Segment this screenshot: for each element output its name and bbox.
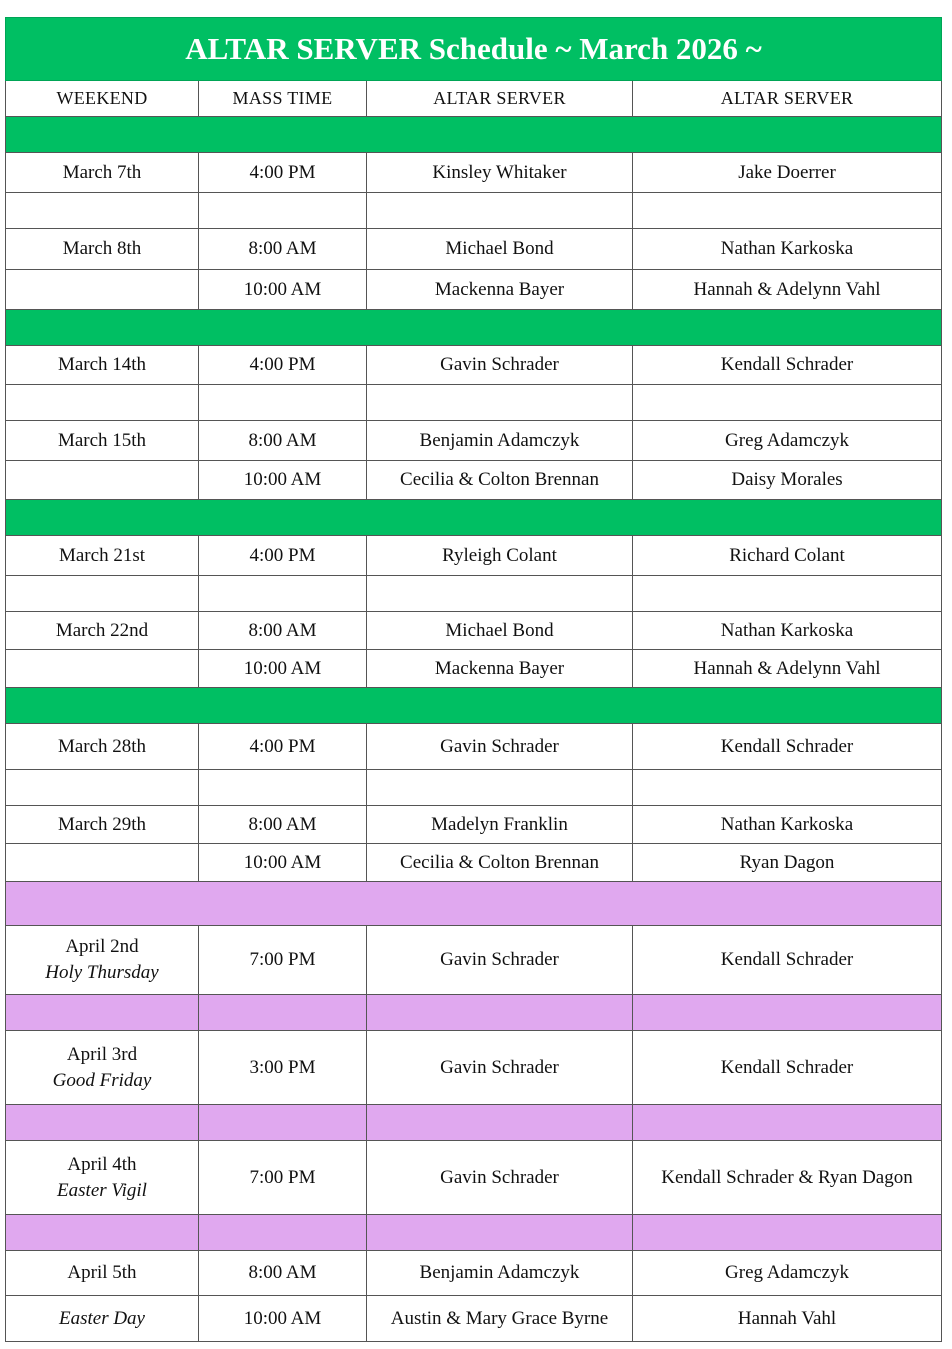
mass-time-cell: 3:00 PM [199,1031,367,1105]
mass-time-cell: 8:00 AM [199,612,367,650]
mass-time-cell: 8:00 AM [199,421,367,461]
altar-server-2-cell: Hannah & Adelynn Vahl [633,650,942,688]
separator-cell [6,310,942,346]
blank-cell [367,193,633,229]
weekend-cell [6,270,199,310]
blank-cell [6,385,199,421]
altar-server-2-cell: Nathan Karkoska [633,229,942,270]
separator-cell [367,995,633,1031]
mass-time-cell: 10:00 AM [199,270,367,310]
altar-server-2-cell: Hannah Vahl [633,1296,942,1342]
separator-cell [633,1215,942,1251]
mass-time-cell: 8:00 AM [199,1251,367,1296]
schedule-body [6,117,942,1342]
blank-cell [367,385,633,421]
weekend-date: March 8th [62,238,142,259]
schedule-row [6,806,942,844]
separator-cell [633,995,942,1031]
mass-time-cell: 10:00 AM [199,1296,367,1342]
altar-server-1-cell: Madelyn Franklin [367,806,633,844]
schedule-row [6,1251,942,1296]
weekend-cell [6,153,199,193]
weekend-cell [6,806,199,844]
mass-time-cell: 7:00 PM [199,1141,367,1215]
liturgical-day-label: Good Friday [52,1069,152,1091]
altar-server-1-cell: Gavin Schrader [367,724,633,770]
altar-server-2-cell: Greg Adamczyk [633,421,942,461]
separator-cell [199,995,367,1031]
separator-cell [199,1105,367,1141]
altar-server-1-cell: Michael Bond [367,612,633,650]
title-row [6,18,942,81]
schedule-row [6,724,942,770]
header-altar-server-1: ALTAR SERVER [367,81,633,117]
altar-server-2-cell: Hannah & Adelynn Vahl [633,270,942,310]
mass-time-cell: 4:00 PM [199,724,367,770]
blank-row [6,576,942,612]
separator-cell [6,688,942,724]
schedule-row [6,844,942,882]
blank-cell [199,770,367,806]
schedule-title: ALTAR SERVER Schedule ~ March 2026 ~ [6,18,942,81]
header-mass-time: MASS TIME [199,81,367,117]
blank-cell [199,193,367,229]
altar-server-2-cell: Nathan Karkoska [633,806,942,844]
blank-cell [633,770,942,806]
separator-cell [6,117,942,153]
blank-row [6,385,942,421]
altar-server-2-cell: Kendall Schrader [633,724,942,770]
separator-cell [6,1105,199,1141]
weekend-cell [6,1141,199,1215]
weekend-cell [6,612,199,650]
weekend-cell [6,1251,199,1296]
separator-cell [367,1215,633,1251]
weekend-date: April 5th [67,1262,137,1283]
liturgical-day-label: Holy Thursday [45,962,159,983]
blank-cell [199,576,367,612]
altar-server-1-cell: Mackenna Bayer [367,650,633,688]
schedule-row [6,346,942,385]
altar-server-2-cell: Kendall Schrader [633,1031,942,1105]
schedule-row [6,1031,942,1105]
weekend-cell [6,926,199,995]
weekend-cell [6,346,199,385]
weekend-cell [6,1296,199,1342]
blank-cell [633,385,942,421]
separator-row-pink [6,1105,942,1141]
schedule-row [6,536,942,576]
weekend-cell [6,844,199,882]
separator-row-green [6,117,942,153]
altar-server-1-cell: Gavin Schrader [367,346,633,385]
schedule-row [6,650,942,688]
weekend-date: April 3rd [66,1043,138,1065]
mass-time-cell: 8:00 AM [199,806,367,844]
header-row [6,81,942,117]
separator-cell [367,1105,633,1141]
altar-server-1-cell: Gavin Schrader [367,926,633,995]
altar-server-2-cell: Kendall Schrader [633,346,942,385]
altar-server-2-cell: Greg Adamczyk [633,1251,942,1296]
weekend-date: March 7th [62,161,142,183]
blank-cell [367,770,633,806]
separator-row-green [6,500,942,536]
schedule-row [6,1296,942,1342]
altar-server-1-cell: Cecilia & Colton Brennan [367,844,633,882]
separator-row-pink [6,995,942,1031]
separator-row-pink [6,882,942,926]
weekend-cell [6,650,199,688]
schedule-row [6,612,942,650]
weekend-date: March 22nd [55,619,149,641]
altar-server-1-cell: Austin & Mary Grace Byrne [367,1296,633,1342]
mass-time-cell: 10:00 AM [199,650,367,688]
weekend-date: March 15th [57,429,147,451]
schedule-row [6,1141,942,1215]
altar-server-1-cell: Ryleigh Colant [367,536,633,576]
schedule-row [6,461,942,500]
mass-time-cell: 7:00 PM [199,926,367,995]
altar-server-1-cell: Benjamin Adamczyk [367,1251,633,1296]
separator-row-green [6,688,942,724]
altar-server-1-cell: Cecilia & Colton Brennan [367,461,633,500]
altar-server-2-cell: Nathan Karkoska [633,612,942,650]
liturgical-day-label: Easter Vigil [57,1179,147,1201]
mass-time-cell: 4:00 PM [199,346,367,385]
blank-cell [6,193,199,229]
blank-cell [633,576,942,612]
blank-cell [6,770,199,806]
altar-server-1-cell: Michael Bond [367,229,633,270]
altar-server-1-cell: Gavin Schrader [367,1141,633,1215]
altar-server-2-cell: Kendall Schrader & Ryan Dagon [633,1141,942,1215]
weekend-date: March 28th [57,735,147,757]
weekend-cell [6,421,199,461]
weekend-cell [6,1031,199,1105]
separator-row-pink [6,1215,942,1251]
weekend-cell [6,724,199,770]
header-weekend: WEEKEND [6,81,199,117]
separator-cell [6,500,942,536]
altar-server-schedule-table [5,17,942,1342]
separator-cell [6,1215,199,1251]
weekend-cell [6,229,199,270]
separator-cell [633,1105,942,1141]
mass-time-cell: 4:00 PM [199,536,367,576]
schedule-row [6,153,942,193]
weekend-date: March 29th [57,813,147,835]
weekend-date: March 14th [57,354,147,375]
separator-cell [6,882,942,926]
schedule-row [6,421,942,461]
header-altar-server-2: ALTAR SERVER [633,81,942,117]
weekend-cell [6,461,199,500]
altar-server-2-cell: Jake Doerrer [633,153,942,193]
altar-server-2-cell: Daisy Morales [633,461,942,500]
separator-row-green [6,310,942,346]
schedule-row [6,270,942,310]
weekend-cell [6,536,199,576]
altar-server-2-cell: Ryan Dagon [633,844,942,882]
schedule-row [6,229,942,270]
mass-time-cell: 4:00 PM [199,153,367,193]
altar-server-2-cell: Richard Colant [633,536,942,576]
blank-cell [633,193,942,229]
mass-time-cell: 10:00 AM [199,844,367,882]
blank-cell [367,576,633,612]
liturgical-day-label: Easter Day [58,1307,145,1329]
weekend-date: April 2nd [65,936,139,957]
blank-row [6,770,942,806]
altar-server-1-cell: Benjamin Adamczyk [367,421,633,461]
schedule-row [6,926,942,995]
altar-server-1-cell: Kinsley Whitaker [367,153,633,193]
separator-cell [6,995,199,1031]
mass-time-cell: 8:00 AM [199,229,367,270]
altar-server-1-cell: Gavin Schrader [367,1031,633,1105]
mass-time-cell: 10:00 AM [199,461,367,500]
blank-row [6,193,942,229]
altar-server-2-cell: Kendall Schrader [633,926,942,995]
altar-server-1-cell: Mackenna Bayer [367,270,633,310]
blank-cell [6,576,199,612]
weekend-date: April 4th [67,1153,137,1175]
blank-cell [199,385,367,421]
separator-cell [199,1215,367,1251]
weekend-date: March 21st [58,544,145,566]
